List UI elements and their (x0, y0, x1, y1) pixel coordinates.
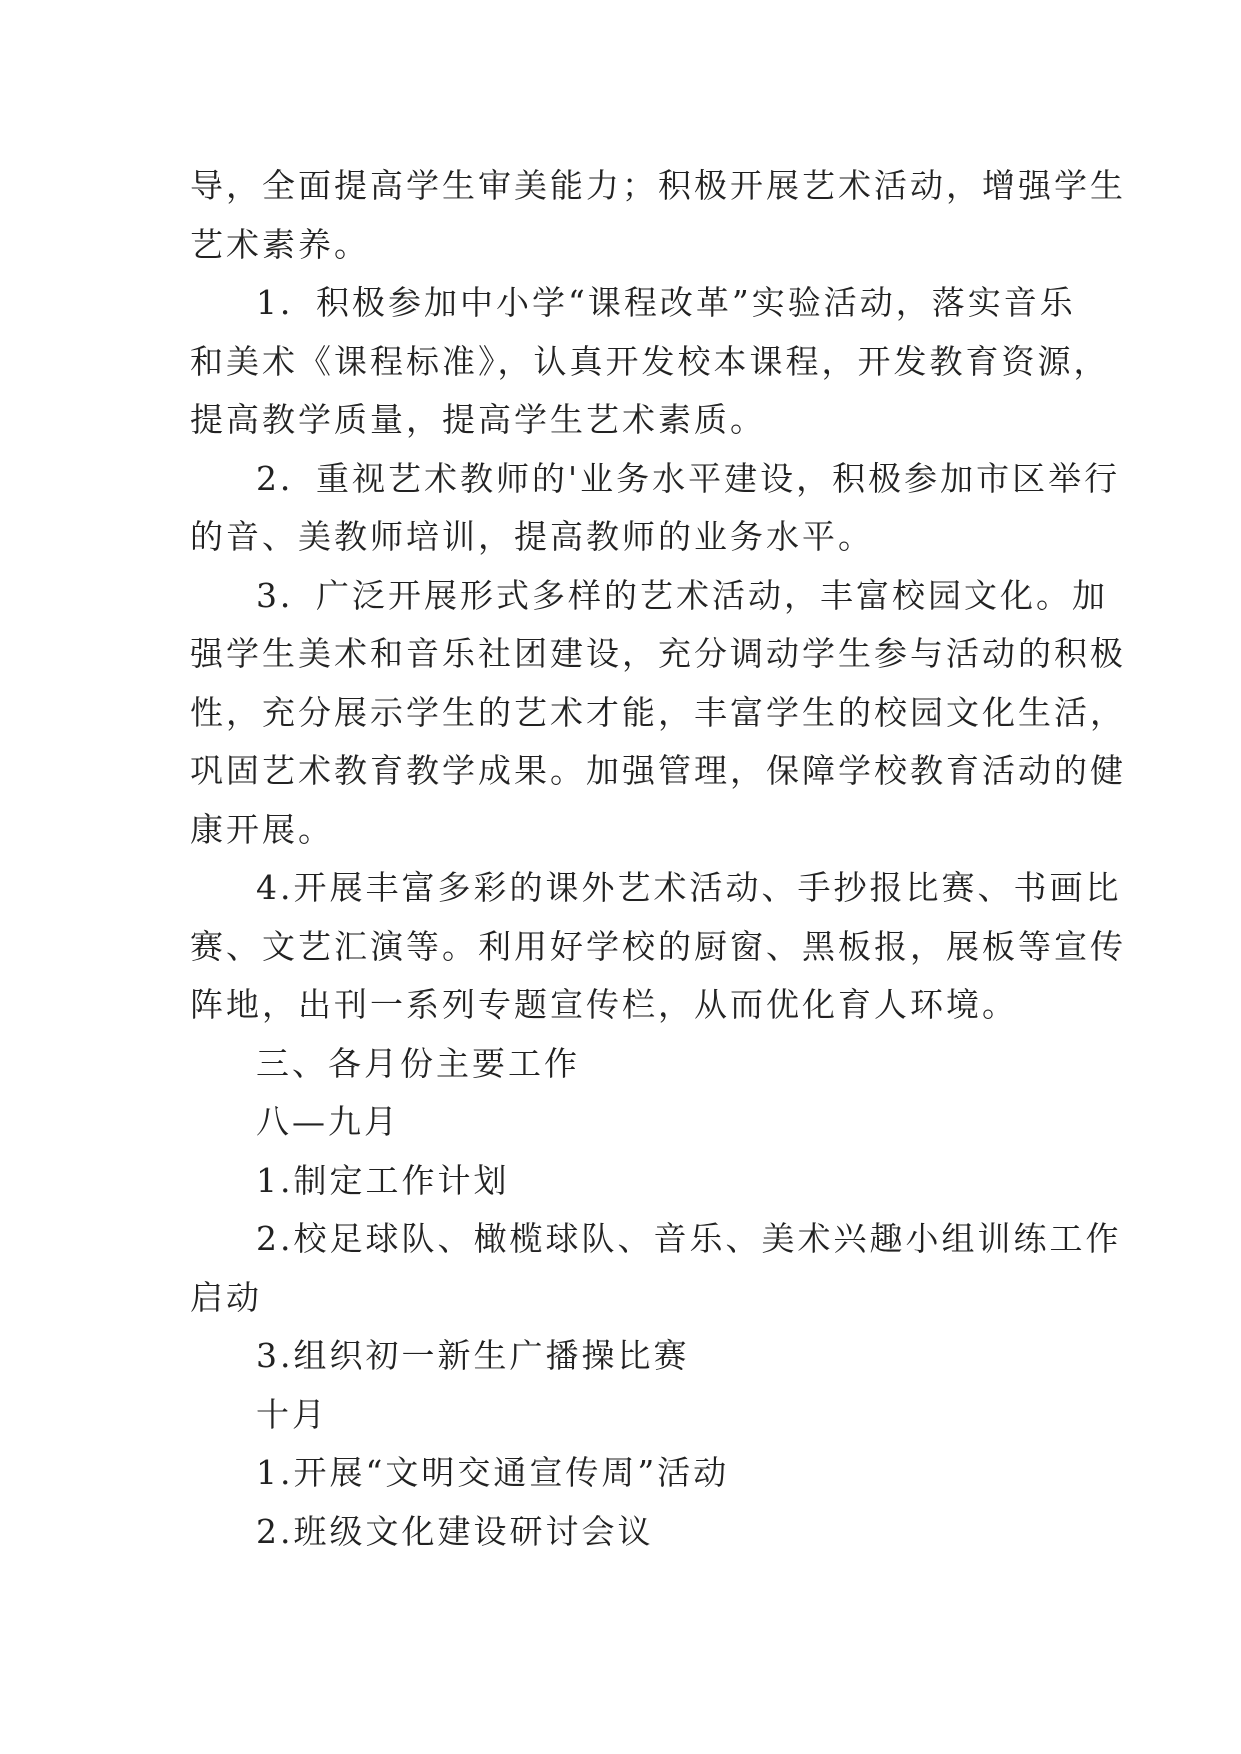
month-heading: 八—九月 (256, 1102, 400, 1141)
paragraph-line: 的音、美教师培训，提高教师的业务水平。 (190, 517, 874, 556)
list-item-line: 2.班级文化建设研讨会议 (256, 1511, 654, 1551)
paragraph-line: 导，全面提高学生审美能力；积极开展艺术活动，增强学生 (190, 166, 1126, 205)
paragraph-line: 强学生美术和音乐社团建设，充分调动学生参与活动的积极 (190, 634, 1126, 673)
paragraph-line: 赛、文艺汇演等。利用好学校的厨窗、黑板报，展板等宣传 (190, 926, 1126, 966)
paragraph-line: 阵地，出刊一系列专题宣传栏，从而优化育人环境。 (190, 985, 1018, 1024)
list-item-line: 3.组织初一新生广播操比赛 (256, 1336, 690, 1375)
paragraph-line: 性，充分展示学生的艺术才能，丰富学生的校园文化生活， (190, 692, 1126, 732)
document-body (190, 157, 1126, 1561)
month-heading: 十月 (256, 1394, 328, 1434)
list-item-line: 2.校足球队、橄榄球队、音乐、美术兴趣小组训练工作 (256, 1219, 1122, 1258)
paragraph-line: 康开展。 (190, 809, 334, 849)
paragraph-line: 启动 (190, 1277, 262, 1317)
list-item-line: 1．积极参加中小学“课程改革”实验活动，落实音乐 (256, 283, 1076, 322)
list-item-line: 2．重视艺术教师的'业务水平建设，积极参加市区举行 (256, 458, 1121, 498)
paragraph-line: 提高教学质量，提高学生艺术素质。 (190, 400, 766, 439)
paragraph-line: 艺术素养。 (190, 224, 370, 264)
section-heading: 三、各月份主要工作 (256, 1043, 580, 1083)
paragraph-line: 和美术《课程标准》，认真开发校本课程，开发教育资源， (190, 341, 1110, 381)
paragraph-line: 巩固艺术教育教学成果。加强管理，保障学校教育活动的健 (190, 751, 1126, 790)
list-item-line: 3．广泛开展形式多样的艺术活动，丰富校园文化。加 (256, 575, 1108, 615)
list-item-line: 1.开展“文明交通宣传周”活动 (256, 1453, 730, 1492)
list-item-line: 1.制定工作计划 (256, 1160, 510, 1200)
list-item-line: 4.开展丰富多彩的课外艺术活动、手抄报比赛、书画比 (256, 868, 1122, 907)
